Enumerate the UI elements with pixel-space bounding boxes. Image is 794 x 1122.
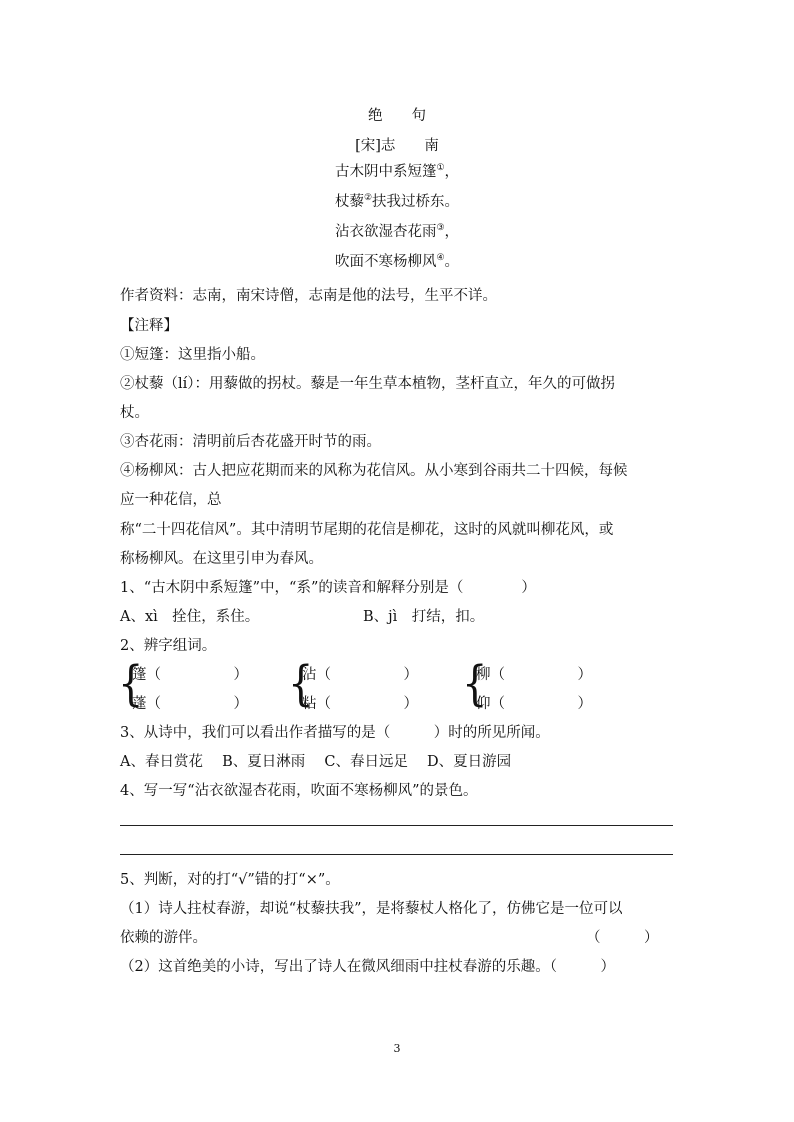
word-group-1	[118, 656, 268, 720]
question-5-item-1-line-2: 依赖的游伴。	[120, 930, 207, 946]
word-group-2	[288, 656, 438, 720]
footnote-marker: ①	[436, 163, 445, 173]
question-5: 5、判断，对的打“√”错的打“×”。	[120, 872, 340, 888]
brace-icon: {	[118, 656, 144, 712]
answer-line-2[interactable]	[120, 854, 673, 855]
word-group-2-top: 沾（ ）	[302, 667, 418, 683]
word-group-2-bottom: 粘（ ）	[302, 696, 418, 712]
note-4-line-2: 应一种花信，总	[120, 492, 222, 508]
poem-line-3: 沾衣欲湿杏花雨③，	[334, 223, 460, 240]
poem-author: [宋]志 南	[355, 138, 439, 154]
question-1: 1、“古木阴中系短篷”中，“系”的读音和解释分别是（ ）	[120, 580, 536, 596]
answer-line-1[interactable]	[120, 825, 673, 826]
question-1-option-a: A、xì 拴住，系住。	[120, 609, 260, 625]
note-4-line-3: 称“二十四花信风”。其中清明节尾期的花信是柳花，这时的风就叫柳花风，或	[120, 522, 614, 538]
question-2: 2、辨字组词。	[120, 638, 217, 654]
word-group-3-top: 柳（ ）	[476, 667, 592, 683]
note-4-line-4: 称杨柳风。在这里引申为春风。	[120, 551, 323, 567]
note-1: ①短篷：这里指小船。	[120, 347, 265, 363]
question-5-item-2: （2）这首绝美的小诗，写出了诗人在微风细雨中拄杖春游的乐趣。（ ）	[120, 959, 615, 975]
question-3: 3、从诗中，我们可以看出作者描写的是（ ）时的所见所闻。	[120, 725, 550, 741]
question-4: 4、写一写“沾衣欲湿杏花雨，吹面不寒杨柳风”的景色。	[120, 783, 478, 799]
notes-heading: 【注释】	[120, 318, 178, 334]
poem-line-4: 吹面不寒杨柳风④。	[334, 253, 460, 270]
brace-icon: {	[462, 656, 488, 712]
question-3-options: A、春日赏花 B、夏日淋雨 C、春日远足 D、夏日游园	[120, 754, 512, 770]
word-group-3-bottom: 仰（ ）	[476, 696, 592, 712]
author-info: 作者资料：志南，南宋诗僧，志南是他的法号，生平不详。	[120, 288, 497, 304]
word-group-1-top: 篷（ ）	[132, 667, 248, 683]
word-group-3	[462, 656, 612, 720]
note-2-line-2: 杖。	[120, 405, 149, 421]
poem-title: 绝 句	[368, 108, 426, 124]
footnote-marker: ②	[363, 193, 373, 203]
note-4-line-1: ④杨柳风：古人把应花期而来的风称为花信风。从小寒到谷雨共二十四候，每候	[120, 463, 628, 479]
note-2-line-1: ②杖藜（lí）：用藜做的拐杖。藜是一年生草本植物，茎杆直立，年久的可做拐	[120, 376, 616, 392]
footnote-marker: ③	[436, 223, 445, 233]
word-group-1-bottom: 蓬（ ）	[132, 696, 248, 712]
page-number: 3	[393, 1042, 401, 1055]
footnote-marker: ④	[436, 253, 445, 263]
question-5-item-1-answer-blank[interactable]: （ ）	[586, 930, 659, 946]
brace-icon: {	[288, 656, 314, 712]
note-3: ③杏花雨：清明前后杏花盛开时节的雨。	[120, 434, 381, 450]
question-1-option-b: B、jì 打结，扣。	[363, 609, 485, 625]
question-5-item-1-line-1: （1）诗人拄杖春游，却说“杖藜扶我”，是将藜杖人格化了，仿佛它是一位可以	[120, 901, 623, 917]
poem-line-2: 杖藜②扶我过桥东。	[334, 193, 460, 210]
poem-line-1: 古木阴中系短篷①，	[334, 163, 460, 180]
